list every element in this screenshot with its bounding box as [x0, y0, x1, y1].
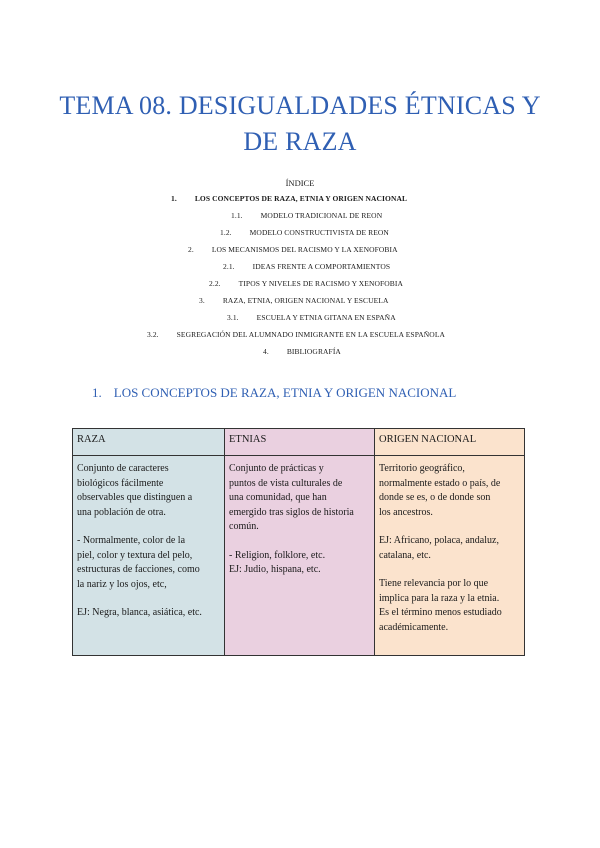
cell-line: común. [229, 521, 259, 532]
concepts-table [72, 428, 525, 656]
toc-item-number: 2.1. [223, 262, 235, 271]
cell-line: académicamente. [379, 621, 449, 633]
toc-item[interactable] [147, 330, 445, 339]
cell-line: Tiene relevancia por lo que [379, 578, 489, 589]
cell-line: una población de otra. [77, 506, 166, 518]
section-number: 1. [92, 385, 102, 400]
cell-line: Territorio geográfico, [379, 463, 465, 474]
header-raza: RAZA [73, 429, 225, 456]
header-origen-nacional: ORIGEN NACIONAL [375, 429, 525, 456]
toc-item-number: 1. [171, 194, 177, 203]
toc-item-label: RAZA, ETNIA, ORIGEN NACIONAL Y ESCUELA [222, 296, 389, 305]
toc-item-label: TIPOS Y NIVELES DE RACISMO Y XENOFOBIA [238, 279, 404, 288]
toc-item-label: LOS MECANISMOS DEL RACISMO Y LA XENOFOBIA [211, 245, 398, 254]
section-heading [92, 385, 456, 401]
cell-line: Conjunto de prácticas y [229, 463, 324, 474]
toc-item-number: 1.2. [220, 228, 232, 237]
cell-line: observables que distinguen a [77, 492, 193, 503]
toc-item[interactable] [223, 262, 390, 271]
toc-item-number: 3.2. [147, 330, 159, 339]
spacer [77, 592, 220, 606]
toc-item-label: SEGREGACIÓN DEL ALUMNADO INMIGRANTE EN LA ESCUELA ESPAÑOLA [176, 330, 446, 339]
cell-raza [73, 456, 225, 656]
toc-item[interactable] [209, 279, 403, 288]
spacer [77, 520, 220, 534]
toc-item-label: BIBLIOGRAFÍA [286, 347, 341, 356]
spacer [229, 535, 370, 549]
cell-line: EJ: Negra, blanca, asiática, etc. [77, 607, 202, 618]
table-row [73, 456, 525, 656]
cell-line: biológicos fácilmente [77, 477, 164, 489]
cell-line: los ancestros. [379, 506, 433, 518]
cell-etnias [225, 456, 375, 656]
title-line-2: DE RAZA [243, 127, 357, 156]
toc-item-number: 3.1. [227, 313, 239, 322]
toc-item-number: 4. [263, 347, 269, 356]
cell-line: - Normalmente, color de la [77, 535, 186, 546]
table-header-row [73, 429, 525, 456]
cell-line: una comunidad, que han [229, 492, 327, 503]
toc-item-label: MODELO CONSTRUCTIVISTA DE REON [249, 228, 389, 237]
toc-item-number: 2.2. [209, 279, 221, 288]
cell-line: EJ: Judio, hispana, etc. [229, 564, 321, 575]
cell-line: piel, color y textura del pelo, [77, 549, 193, 561]
toc-item-label: ESCUELA Y ETNIA GITANA EN ESPAÑA [256, 313, 396, 322]
toc-item[interactable] [188, 245, 398, 254]
toc-item[interactable] [231, 211, 382, 220]
cell-line: Es el término menos estudiado [379, 607, 502, 618]
header-etnias: ETNIAS [225, 429, 375, 456]
toc-item-number: 3. [199, 296, 205, 305]
cell-line: la nariz y los ojos, etc, [77, 578, 167, 590]
cell-line: EJ: Africano, polaca, andaluz, [379, 535, 499, 546]
title-line-1: TEMA 08. DESIGUALDADES ÉTNICAS Y [59, 91, 541, 120]
cell-line: - Religion, folklore, etc. [229, 549, 326, 561]
spacer [379, 563, 520, 577]
toc-item[interactable] [220, 228, 389, 237]
toc-item[interactable] [171, 194, 407, 203]
toc-item-label: IDEAS FRENTE A COMPORTAMIENTOS [252, 262, 391, 271]
section-title: LOS CONCEPTOS DE RAZA, ETNIA Y ORIGEN NACIONAL [113, 385, 457, 400]
cell-line: estructuras de facciones, como [77, 564, 200, 575]
toc-item[interactable] [263, 347, 341, 356]
cell-line: Conjunto de caracteres [77, 463, 169, 474]
cell-line: normalmente estado o país, de [379, 477, 501, 489]
toc-heading: ÍNDICE [285, 178, 315, 188]
toc-item-number: 1.1. [231, 211, 243, 220]
cell-origen-nacional [375, 456, 525, 656]
cell-line: emergido tras siglos de historia [229, 506, 354, 518]
toc-item-label: LOS CONCEPTOS DE RAZA, ETNIA Y ORIGEN NACIONAL [194, 194, 408, 203]
cell-line: puntos de vista culturales de [229, 477, 343, 489]
toc-item-number: 2. [188, 245, 194, 254]
document-title [40, 88, 560, 160]
cell-line: implica para la raza y la etnia. [379, 592, 500, 604]
toc-item[interactable] [227, 313, 396, 322]
toc-item[interactable] [199, 296, 389, 305]
cell-line: donde se es, o de donde son [379, 492, 491, 503]
cell-line: catalana, etc. [379, 549, 431, 561]
toc-item-label: MODELO TRADICIONAL DE REON [260, 211, 383, 220]
spacer [379, 520, 520, 534]
